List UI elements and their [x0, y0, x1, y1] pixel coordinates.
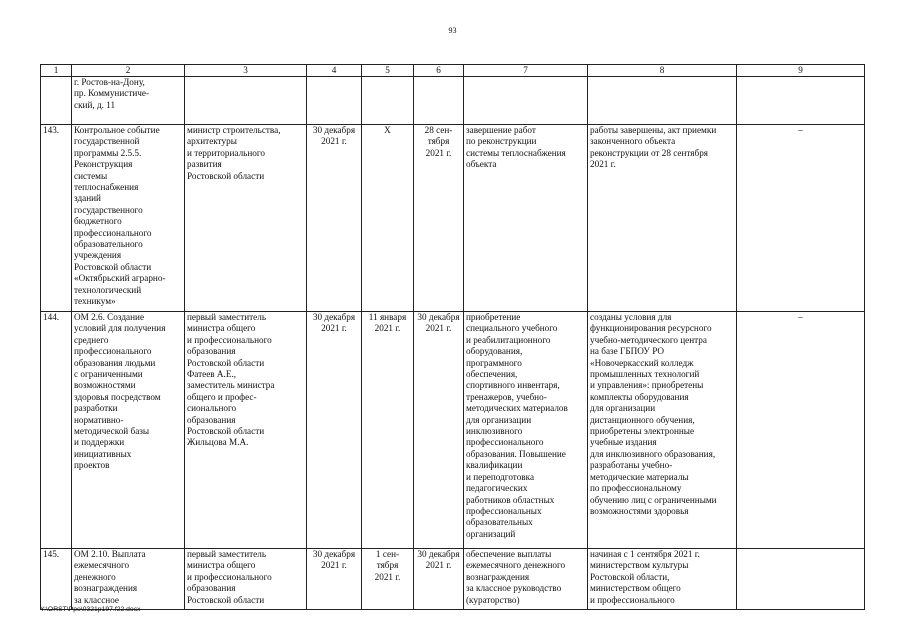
row-start-date: 1 сен- тября 2021 г. [362, 549, 414, 610]
cont-col6 [414, 77, 464, 125]
row-end-date: 30 декабря 2021 г. [414, 549, 464, 610]
row-plan-date: 30 декабря 2021 г. [307, 312, 362, 549]
cont-col7 [464, 77, 588, 125]
report-table [40, 64, 865, 610]
header-col-7: 7 [464, 65, 588, 77]
row-end-date: 28 сен- тября 2021 г. [414, 125, 464, 312]
row-start-date: Х [362, 125, 414, 312]
header-col-3: 3 [185, 65, 307, 77]
row-reason: – [737, 125, 865, 312]
footer-file-path: Y:\ORST\Ppo\0321p197.f22.docx [40, 606, 141, 613]
row-reason [737, 549, 865, 610]
row-name: ОМ 2.10. Выплата ежемесячного денежного вознаграждения за классное [72, 549, 185, 610]
cont-col9 [737, 77, 865, 125]
cont-col4 [307, 77, 362, 125]
cont-col8 [588, 77, 737, 125]
row-number: 144. [41, 312, 72, 549]
header-col-2: 2 [72, 65, 185, 77]
header-col-9: 9 [737, 65, 865, 77]
cont-col5 [362, 77, 414, 125]
table-row [41, 549, 865, 610]
row-name: ОМ 2.6. Создание условий для получения среднего профессионального образования людьми с ограниченными возможностями здоровья посредством разработки нормативно- методической базы и поддержки инициативных проектов [72, 312, 185, 549]
cont-address: г. Ростов-на-Дону, пр. Коммунистиче- ский, д. 11 [72, 77, 185, 125]
header-col-5: 5 [362, 65, 414, 77]
row-actual-result: работы завершены, акт приемки законченного объекта реконструкции от 28 сентября 2021 г. [588, 125, 737, 312]
row-name: Контрольное событие государственной программы 2.5.5. Реконструкция системы теплоснабжения зданий государственного бюджетного профессионального образовательного учреждения Ростовской области «Октябрьский аграрно- технологический техникум» [72, 125, 185, 312]
row-expected-result: завершение работ по реконструкции системы теплоснабжения объекта [464, 125, 588, 312]
cont-num [41, 77, 72, 125]
header-col-1: 1 [41, 65, 72, 77]
continuation-row [41, 77, 865, 125]
row-expected-result: обеспечение выплаты ежемесячного денежного вознаграждения за классное руководство (кураторство) [464, 549, 588, 610]
row-actual-result: начиная с 1 сентября 2021 г. министерством культуры Ростовской области, министерством общего и профессионального [588, 549, 737, 610]
table-row [41, 125, 865, 312]
header-col-4: 4 [307, 65, 362, 77]
row-responsible: первый заместитель министра общего и профессионального образования Ростовской области Фатеев А.Е., заместитель министра общего и профес- сионального образования Ростовской области Жильцова М.А. [185, 312, 307, 549]
table-row [41, 312, 865, 549]
row-expected-result: приобретение специального учебного и реабилитационного оборудования, программного обеспечения, спортивного инвентаря, тренажеров, учебно- методических материалов для организации инклюзивного профессионального образования. Повышение квалификации и переподготовка педагогических работников областных профессиональных образовательных организаций [464, 312, 588, 549]
row-number: 143. [41, 125, 72, 312]
row-number: 145. [41, 549, 72, 610]
header-col-8: 8 [588, 65, 737, 77]
row-plan-date: 30 декабря 2021 г. [307, 549, 362, 610]
header-col-6: 6 [414, 65, 464, 77]
row-responsible: министр строительства, архитектуры и территориального развития Ростовской области [185, 125, 307, 312]
row-end-date: 30 декабря 2021 г. [414, 312, 464, 549]
row-responsible: первый заместитель министра общего и профессионального образования Ростовской области [185, 549, 307, 610]
cont-col3 [185, 77, 307, 125]
row-actual-result: созданы условия для функционирования ресурсного учебно-методического центра на базе ГБПОУ РО «Новочеркасский колледж промышленных технологий и управления»: приобретены комплекты оборудования для организации дистанционного обучения, приобретены электронные учебные издания для инклюзивного образования, разработаны учебно- методические материалы по профессиональному обучению лиц с ограниченными возможностями здоровья [588, 312, 737, 549]
header-row [41, 65, 865, 77]
row-plan-date: 30 декабря 2021 г. [307, 125, 362, 312]
page-number: 93 [448, 26, 457, 35]
row-reason: – [737, 312, 865, 549]
row-start-date: 11 января 2021 г. [362, 312, 414, 549]
